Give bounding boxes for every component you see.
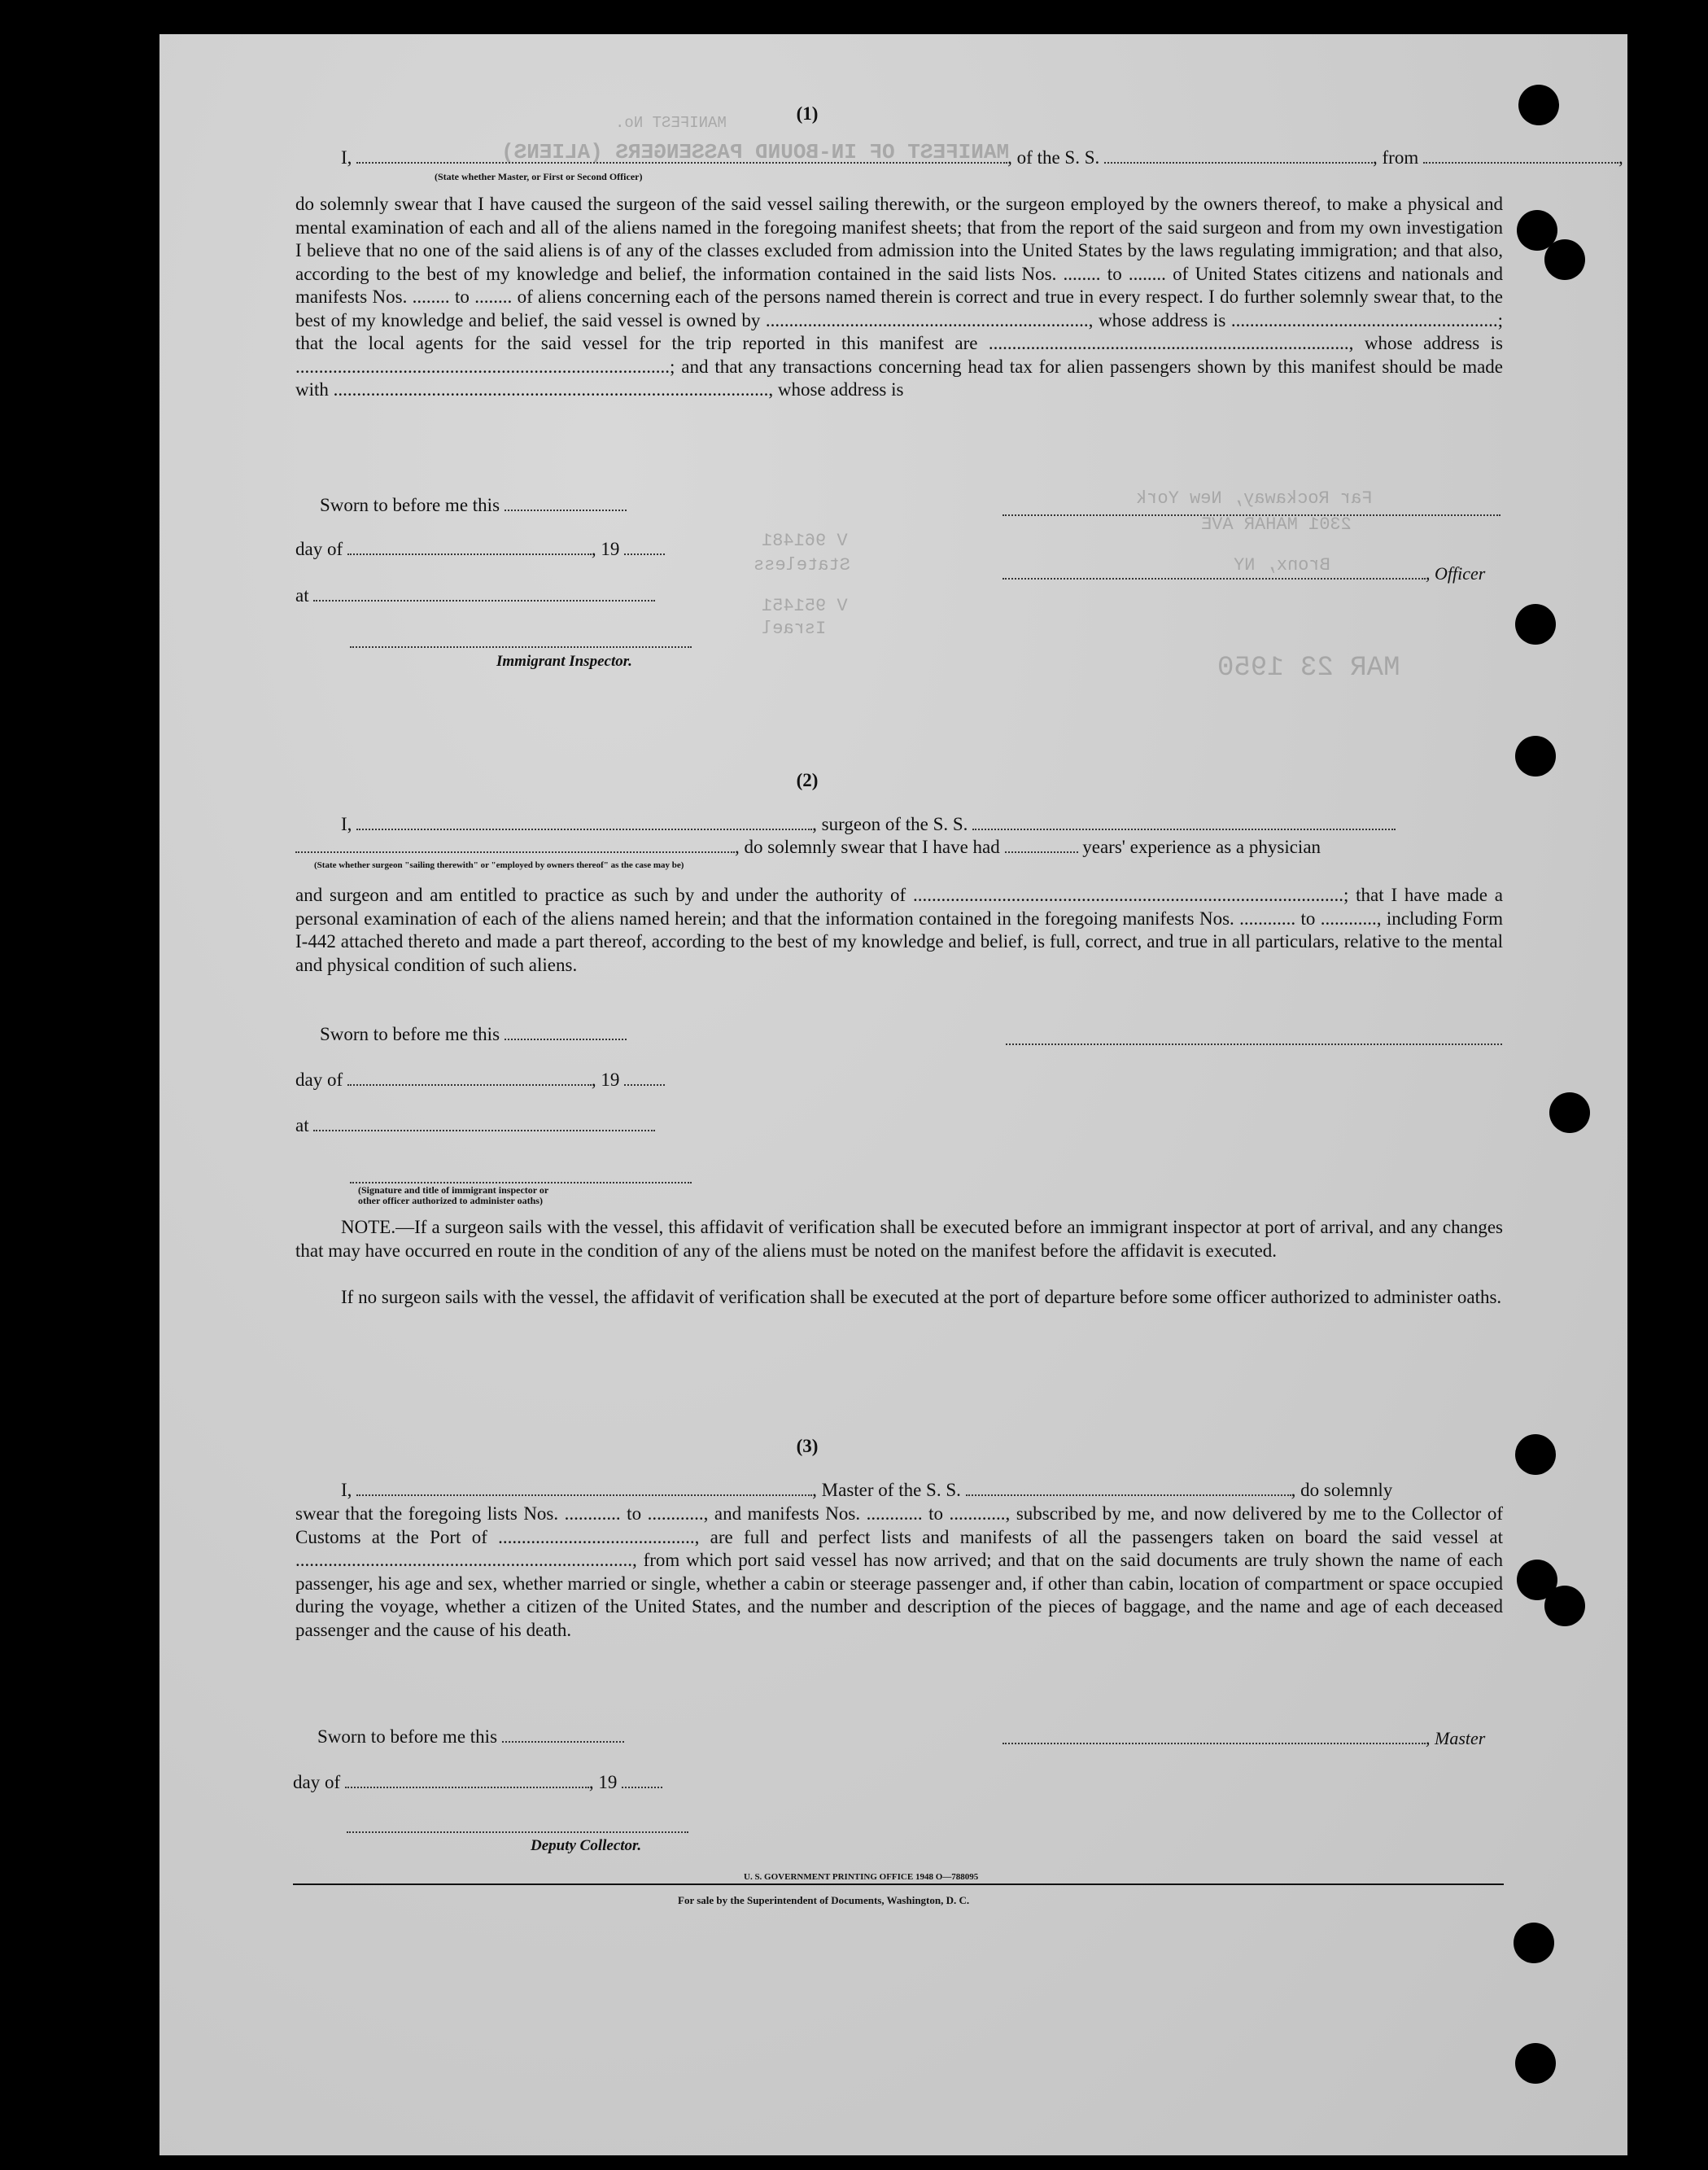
day-of-blank — [345, 1775, 589, 1788]
master-of-ss-label: , Master of the S. S. — [812, 1480, 961, 1500]
year-prefix: , 19 — [591, 539, 620, 559]
day-of-blank — [347, 1073, 592, 1086]
ghost-manifest-no: MANIFEST No. — [615, 114, 727, 132]
master-signature-line — [1003, 1728, 1485, 1749]
of-the-ss-label: , of the S. S. — [1007, 147, 1100, 168]
deputy-signature-line — [347, 1831, 688, 1833]
officer-label: , Officer — [1426, 563, 1486, 584]
surgeon-of-ss-label: , surgeon of the S. S. — [812, 814, 968, 834]
pronoun-i: I, — [341, 147, 352, 168]
ghost-row: Far Rockaway, New York — [1136, 488, 1373, 509]
officer-signature-line — [1003, 563, 1485, 584]
footer-rule — [293, 1883, 1504, 1885]
signature-caption-line-2: other officer authorized to administer oaths) — [358, 1195, 543, 1206]
ghost-row: Stateless — [754, 555, 850, 575]
year-prefix: , 19 — [591, 1070, 620, 1090]
deputy-collector-label: Deputy Collector. — [531, 1837, 642, 1854]
pronoun-i: I, — [341, 1480, 352, 1500]
at-label: at — [295, 1115, 309, 1135]
note-label: NOTE. — [341, 1217, 396, 1237]
sworn-label: Sworn to before me this — [317, 1726, 498, 1747]
at-place-blank — [313, 1118, 655, 1131]
immigrant-inspector-label: Immigrant Inspector. — [496, 653, 632, 670]
surgeon-signature-line — [1006, 1043, 1502, 1045]
day-of-line — [295, 1070, 665, 1091]
punch-hole — [1514, 1923, 1554, 1963]
signature-title-caption — [358, 1185, 548, 1206]
sworn-date-blank — [502, 1730, 624, 1743]
year-blank — [624, 1073, 665, 1086]
sworn-line — [317, 1726, 624, 1748]
vessel-name-blank — [966, 1483, 1291, 1496]
punch-hole — [1515, 2043, 1556, 2084]
at-line — [295, 585, 655, 606]
day-of-blank — [347, 542, 592, 555]
signature-caption-line-1: (Signature and title of immigrant inspector or — [358, 1184, 549, 1196]
officer-rank-blank — [356, 151, 1007, 164]
section-2-experience-line — [295, 837, 1321, 858]
sworn-line — [320, 1024, 627, 1045]
punch-hole — [1549, 1092, 1590, 1133]
ghost-stamp: MAR 23 1950 — [1217, 653, 1400, 684]
do-solemnly-swear-label: , do solemnly swear that I have had — [735, 837, 1000, 857]
sworn-date-blank — [505, 1027, 627, 1040]
day-of-line — [295, 539, 665, 560]
surgeon-type-caption: (State whether surgeon "sailing therewith" or "employed by owners thereof" as the case may be) — [314, 860, 684, 870]
day-of-label: day of — [295, 539, 343, 559]
sworn-line — [320, 495, 627, 516]
vessel-name-blank — [972, 817, 1396, 830]
ghost-row: V 961481 — [762, 531, 848, 551]
inspector-signature-line — [350, 1182, 692, 1183]
section-1-number: (1) — [796, 103, 819, 124]
note-paragraph — [295, 1216, 1503, 1262]
section-2-paragraph: and surgeon and am entitled to practice as such by and under the authority of ............................................................................................; that I have made a personal examination of each of the aliens named herein; and that the information contained in the foregoing manifests Nos. ............ to ............, including Form I-442 attached thereto and made a part thereof, according to the best of my knowledge and belief, is full, correct, and true in all particulars, relative to the mental and physical condition of such aliens. — [295, 885, 1503, 975]
vessel-name-blank — [1104, 151, 1373, 164]
manifest-page — [159, 34, 1627, 2155]
section-1-paragraph: do solemnly swear that I have caused the surgeon of the said vessel sailing therewith, or the surgeon employed by the owners thereof, to make a physical and mental examination of each and all of the aliens named in the foregoing manifest sheets; that from the report of the said surgeon and from my own investigation I believe that no one of the said aliens is of any of the classes excluded from admission into the United States by the laws regulating immigration; and that also, according to the best of my knowledge and belief, the information contained in the said lists Nos. ........ to ........ of United States citizens and nationals and manifests Nos. ........ to ........ of aliens concerning each of the persons named therein is correct and true in every respect. I do further solemnly swear that, to the best of my knowledge and belief, the said vessel is owned by ....................................................................., whose address is .........................................................; that the local agents for the said vessel for the trip reported in this manifest are ............................................................................., whose address is ................................................................................; and that any transactions concerning head tax for alien passengers shown by this manifest should be made with ............................................................................................., whose address is — [295, 194, 1503, 400]
ghost-row: V 951451 — [762, 596, 848, 616]
section-2-number: (2) — [796, 770, 819, 790]
punch-hole — [1544, 1586, 1585, 1626]
years-blank — [1005, 840, 1078, 853]
years-experience-label: years' experience as a physician — [1082, 837, 1321, 857]
note-paragraph-2: If no surgeon sails with the vessel, the affidavit of verification shall be executed at the port of departure before some officer authorized to administer oaths. — [341, 1287, 1502, 1307]
at-label: at — [295, 585, 309, 606]
day-of-label: day of — [293, 1772, 341, 1792]
pronoun-i: I, — [341, 814, 352, 834]
surgeon-name-blank — [356, 817, 812, 830]
officer-signature-blank — [1003, 567, 1426, 580]
surgeon-type-blank — [295, 840, 735, 853]
ghost-row: Bronx, NY — [1234, 555, 1330, 575]
do-solemnly-label: , do solemnly — [1291, 1480, 1393, 1500]
inspector-signature-line — [350, 646, 692, 648]
year-blank — [624, 542, 665, 555]
section-3-number: (3) — [796, 1436, 819, 1456]
master-signature-line — [1003, 514, 1501, 516]
sworn-date-blank — [505, 498, 627, 511]
section-2-surgeon-line — [341, 814, 1396, 835]
master-name-blank — [356, 1483, 812, 1496]
at-place-blank — [313, 588, 655, 602]
year-prefix: , 19 — [588, 1772, 618, 1792]
printing-office-imprint: U. S. GOVERNMENT PRINTING OFFICE 1948 O—788095 — [744, 1872, 979, 1882]
day-of-line — [293, 1772, 662, 1793]
day-of-label: day of — [295, 1070, 343, 1090]
officer-rank-caption: (State whether Master, or First or Second Officer) — [435, 171, 643, 182]
note-text: —If a surgeon sails with the vessel, this affidavit of verification shall be executed before an immigrant inspector at port of arrival, and any changes that may have occurred en route in the condition of any of the aliens must be noted on the manifest before the affidavit is executed. — [295, 1217, 1503, 1261]
master-signature-blank — [1003, 1731, 1426, 1744]
sworn-label: Sworn to before me this — [320, 495, 500, 515]
ghost-heading: MANIFEST OF IN-BOUND PASSENGERS (ALIENS) — [501, 140, 1010, 164]
at-line — [295, 1115, 655, 1136]
sworn-label: Sworn to before me this — [320, 1024, 500, 1044]
from-label: , from — [1373, 147, 1419, 168]
year-blank — [622, 1775, 662, 1788]
section-1-oath-line: I, , of the S. S. , from , — [341, 147, 1623, 168]
for-sale-notice: For sale by the Superintendent of Documents, Washington, D. C. — [678, 1894, 970, 1906]
punch-hole — [1544, 239, 1585, 280]
master-label: , Master — [1426, 1728, 1486, 1748]
ghost-row: 2301 MAHAR AVE — [1201, 514, 1352, 535]
section-3-master-line — [341, 1480, 1392, 1501]
punch-hole — [1515, 604, 1556, 645]
section-3-paragraph: swear that the foregoing lists Nos. ............ to ............, and manifests Nos. ............ to ............, subscribed by me, and now delivered by me to the Collector of Customs at the Port of .........................................., are full and perfect lists and manifests of all the passengers taken on board the said vessel at ........................................................................, from which port said vessel has now arrived; and that on the said documents are truly shown the name of each passenger, his age and sex, whether married or single, whether a cabin or steerage passenger and, if other than cabin, location of compartment or space occupied during the voyage, whether a citizen of the United States, and the number and description of the pieces of baggage, and the name and age of each deceased passenger and the cause of his death. — [295, 1503, 1503, 1640]
departure-port-blank — [1423, 151, 1618, 164]
ghost-row: Israel — [762, 619, 827, 639]
